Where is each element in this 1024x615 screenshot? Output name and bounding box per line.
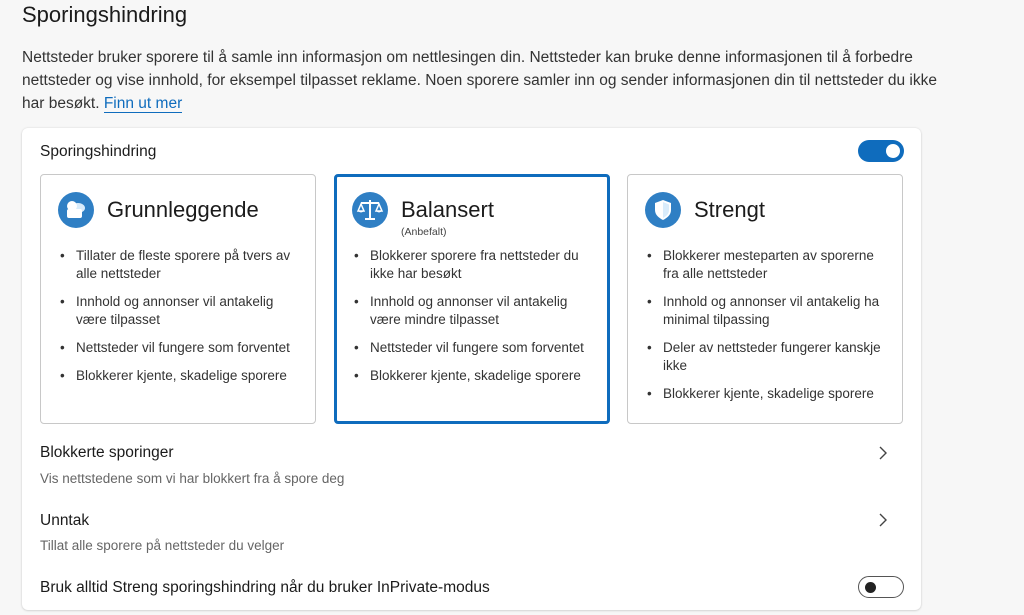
bullet-item: • Innhold og annonser vil antakelig være mindre tilpasset	[353, 293, 589, 329]
bullet-list	[646, 247, 884, 413]
bullet-item: • Deler av nettsteder fungerer kanskje ikke	[646, 339, 884, 375]
shield-icon	[645, 192, 681, 228]
tracking-prevention-panel	[22, 128, 921, 610]
bullet-item: • Blokkerer kjente, skadelige sporere	[353, 367, 589, 385]
tracking-prevention-label: Sporingshindring	[40, 143, 157, 160]
recommended-label: (Anbefalt)	[401, 226, 447, 238]
bullet-item: • Blokkerer sporere fra nettsteder du ikke har besøkt	[353, 247, 589, 283]
exceptions-subtitle: Tillat alle sporere på nettsteder du velger	[40, 538, 285, 553]
page-title: Sporingshindring	[22, 2, 188, 27]
blocked-trackers-title: Blokkerte sporinger	[40, 444, 174, 461]
card-title: Balansert	[401, 197, 494, 222]
inprivate-strict-toggle[interactable]	[858, 576, 904, 598]
toggle-knob	[886, 144, 900, 158]
exceptions-title: Unntak	[40, 512, 90, 529]
card-title: Grunnleggende	[107, 197, 259, 222]
intro-description: Nettsteder bruker sporere til å samle inn informasjon om nettlesingen din. Nettsteder kan bruke denne informasjonen til å forbedre nettsteder og vise innhold, for eksempel tilpasset reklame. Noen sporere samler inn og sender informasjonen din til nettsteder du ikke har besøkt.	[22, 49, 937, 112]
bullet-item: • Blokkerer kjente, skadelige sporere	[646, 385, 884, 403]
tracking-prevention-toggle[interactable]	[858, 140, 904, 162]
bullet-item: • Blokkerer kjente, skadelige sporere	[59, 367, 297, 385]
bullet-item: • Tillater de fleste sporere på tvers av alle nettsteder	[59, 247, 297, 283]
bullet-item: • Innhold og annonser vil antakelig være tilpasset	[59, 293, 297, 329]
inprivate-strict-label: Bruk alltid Streng sporingshindring når du bruker InPrivate-modus	[40, 579, 490, 596]
basic-icon	[58, 192, 94, 228]
card-strict[interactable]	[627, 174, 903, 424]
card-basic[interactable]	[40, 174, 316, 424]
card-title: Strengt	[694, 197, 765, 222]
learn-more-link[interactable]: Finn ut mer	[103, 95, 183, 112]
bullet-item: • Blokkerer mesteparten av sporerne fra alle nettsteder	[646, 247, 884, 283]
chevron-right-icon[interactable]	[877, 446, 889, 460]
chevron-right-icon[interactable]	[877, 513, 889, 527]
bullet-item: • Nettsteder vil fungere som forventet	[59, 339, 297, 357]
card-balanced[interactable]	[334, 174, 610, 424]
bullet-list	[353, 247, 589, 395]
bullet-item: • Innhold og annonser vil antakelig ha minimal tilpassing	[646, 293, 884, 329]
bullet-list	[59, 247, 297, 395]
toggle-knob	[865, 582, 876, 593]
intro-text	[22, 46, 952, 115]
bullet-item: • Nettsteder vil fungere som forventet	[353, 339, 589, 357]
blocked-trackers-subtitle: Vis nettstedene som vi har blokkert fra å spore deg	[40, 471, 345, 486]
scales-icon	[352, 192, 388, 228]
